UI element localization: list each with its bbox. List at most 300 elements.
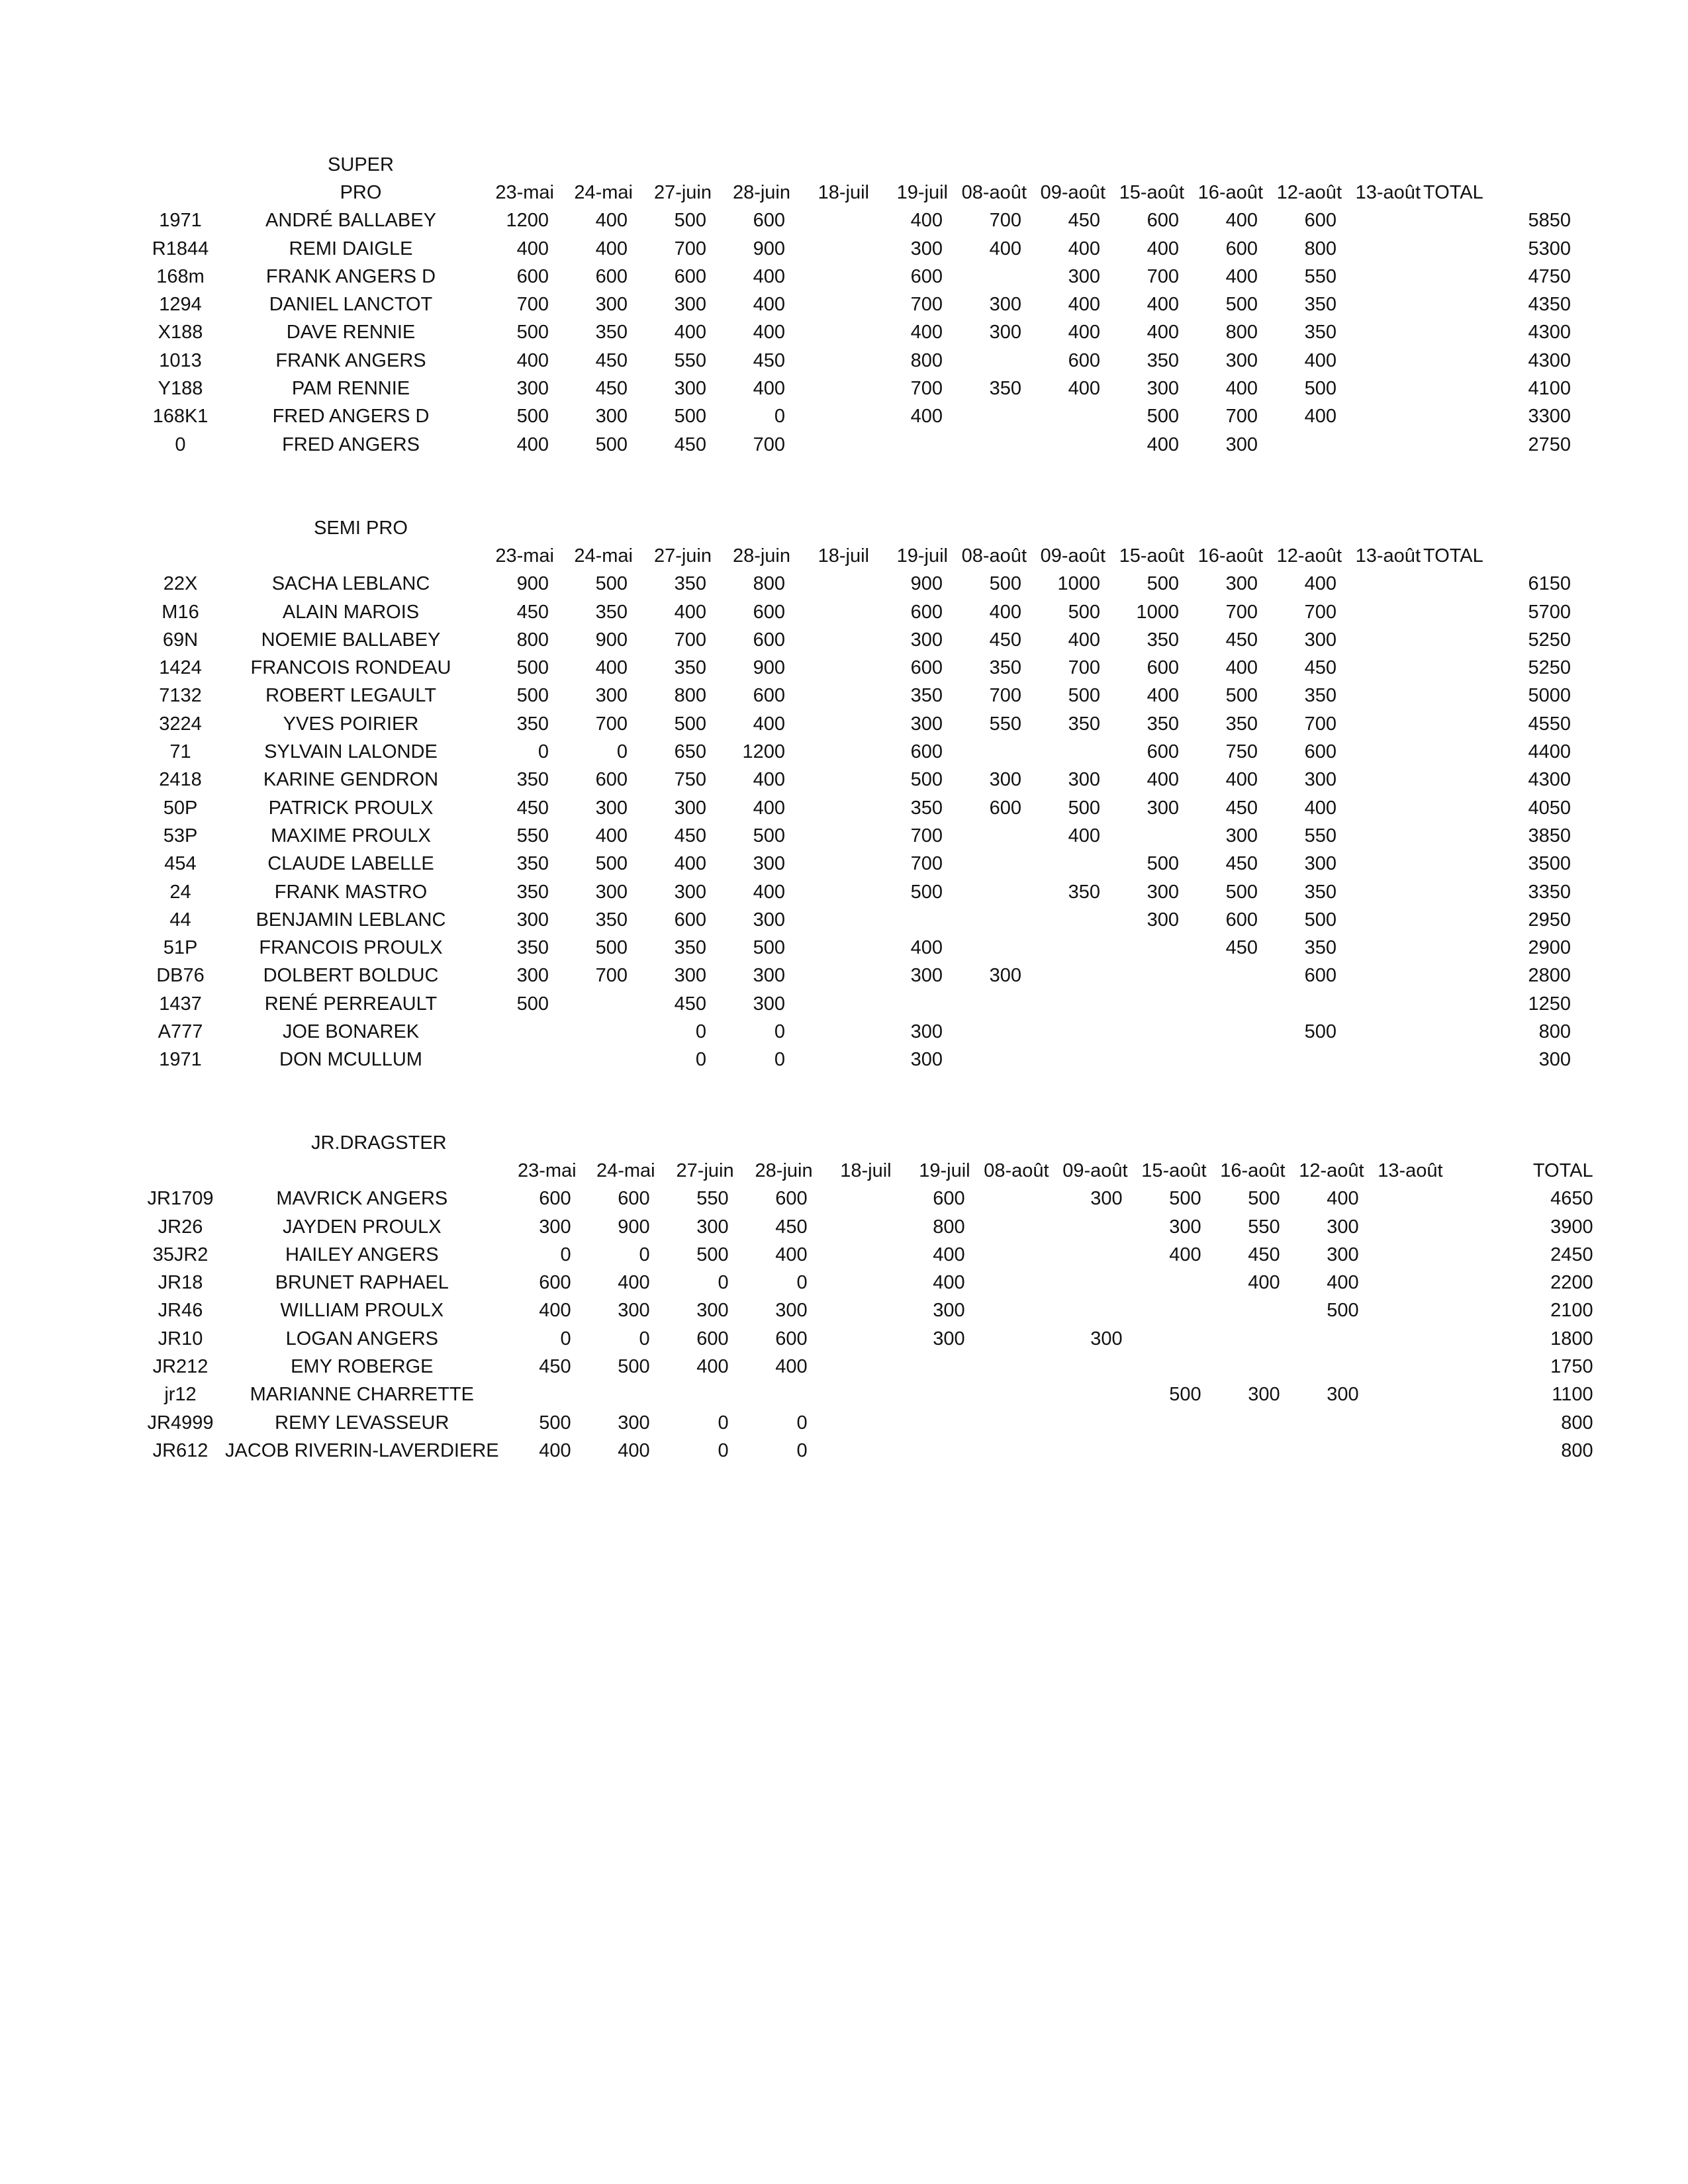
score-cell: 300 <box>674 294 706 316</box>
score-cell: 300 <box>516 965 549 987</box>
score-cell: 400 <box>1327 1272 1359 1294</box>
score-cell <box>1366 1213 1444 1241</box>
total-cell: 4100 <box>1528 378 1571 400</box>
score-cell: 300 <box>595 294 628 316</box>
score-cell: 1000 <box>1057 573 1100 595</box>
score-cell <box>792 626 870 654</box>
score-cell <box>1343 375 1422 402</box>
total-cell: 5250 <box>1528 657 1571 679</box>
score-cell <box>1107 962 1186 989</box>
score-cell <box>1343 347 1422 375</box>
score-cell <box>1028 1018 1107 1046</box>
racer-name: FRANK ANGERS D <box>265 265 436 287</box>
score-cell: 400 <box>1304 797 1336 819</box>
score-cell: 800 <box>1225 322 1258 343</box>
score-cell: 400 <box>1147 769 1179 791</box>
racer-name: ROBERT LEGAULT <box>265 685 436 707</box>
racer-id: 1294 <box>159 294 202 316</box>
score-cell: 450 <box>775 1216 808 1238</box>
score-cell <box>792 654 870 682</box>
score-cell <box>792 990 870 1018</box>
total-cell: 6150 <box>1528 573 1571 595</box>
score-cell: 800 <box>1304 238 1336 259</box>
score-cell: 400 <box>1327 1188 1359 1210</box>
date-header: 27-juin <box>653 545 712 567</box>
date-header: 18-juil <box>818 545 869 567</box>
score-cell <box>555 990 634 1018</box>
score-cell <box>1343 1018 1422 1046</box>
score-cell: 600 <box>1147 210 1179 232</box>
score-cell: 600 <box>674 265 706 287</box>
score-cell: 400 <box>539 1300 571 1322</box>
score-cell: 400 <box>1225 769 1258 791</box>
date-header: 08-août <box>961 545 1027 567</box>
score-cell: 900 <box>618 1216 650 1238</box>
racer-name: NOEMIE BALLABEY <box>261 629 441 651</box>
header-blank <box>0 179 225 206</box>
table-row <box>0 682 1571 709</box>
score-cell: 500 <box>910 881 943 903</box>
score-cell <box>949 878 1028 906</box>
score-cell <box>1028 402 1107 430</box>
total-cell: 2800 <box>1528 965 1571 987</box>
date-header: 19-juil <box>896 182 948 203</box>
score-cell: 300 <box>618 1300 650 1322</box>
total-cell: 4050 <box>1528 797 1571 819</box>
racer-id: 454 <box>164 853 197 875</box>
standings-table <box>0 179 1571 459</box>
score-cell: 400 <box>753 881 785 903</box>
score-cell: 0 <box>796 1412 808 1433</box>
score-cell <box>1366 1297 1444 1324</box>
date-header: 13-août <box>1355 182 1421 203</box>
score-cell: 300 <box>933 1328 965 1349</box>
racer-name: JAYDEN PROULX <box>283 1216 442 1238</box>
score-cell <box>1129 1297 1208 1324</box>
score-cell <box>1107 1018 1186 1046</box>
score-cell: 400 <box>674 322 706 343</box>
date-header: 15-août <box>1141 1160 1207 1181</box>
score-cell: 600 <box>1225 909 1258 931</box>
racer-name: CLAUDE LABELLE <box>267 853 434 875</box>
table-row <box>0 626 1571 654</box>
score-cell: 400 <box>1068 825 1100 846</box>
racer-id: Y188 <box>158 378 203 400</box>
score-cell: 400 <box>989 238 1021 259</box>
total-cell: 2450 <box>1550 1244 1593 1265</box>
racer-name: MARIANNE CHARRETTE <box>250 1384 474 1406</box>
racer-id: 24 <box>169 881 191 903</box>
score-cell: 400 <box>910 937 943 959</box>
score-cell: 500 <box>595 573 628 595</box>
score-cell: 400 <box>1147 685 1179 707</box>
racer-id: 7132 <box>159 685 202 707</box>
score-cell: 350 <box>1304 294 1336 316</box>
score-cell <box>949 822 1028 850</box>
score-cell: 700 <box>910 378 943 400</box>
score-cell <box>477 1046 555 1073</box>
score-cell <box>870 990 949 1018</box>
score-cell: 450 <box>753 349 785 371</box>
header-blank <box>0 542 225 570</box>
table-row <box>0 318 1571 346</box>
racer-name: PATRICK PROULX <box>268 797 434 819</box>
score-cell <box>792 598 870 626</box>
score-cell: 500 <box>1225 685 1258 707</box>
score-cell <box>972 1437 1051 1465</box>
racer-name: JOE BONAREK <box>282 1021 420 1043</box>
score-cell: 800 <box>516 629 549 651</box>
racer-id: 1971 <box>159 1049 202 1071</box>
score-cell <box>657 1381 735 1408</box>
score-cell <box>477 1018 555 1046</box>
racer-id: A777 <box>158 1021 203 1043</box>
score-cell <box>1343 906 1422 934</box>
score-cell: 450 <box>674 993 706 1015</box>
score-cell <box>1343 318 1422 346</box>
score-cell: 0 <box>695 1021 706 1043</box>
total-cell: 5850 <box>1528 210 1571 232</box>
score-cell: 600 <box>539 1272 571 1294</box>
score-cell: 700 <box>595 713 628 735</box>
score-cell: 350 <box>1147 349 1179 371</box>
score-cell <box>1287 1325 1366 1353</box>
date-header: 15-août <box>1119 545 1184 567</box>
score-cell: 350 <box>910 685 943 707</box>
score-cell: 0 <box>774 1021 785 1043</box>
score-cell: 300 <box>1068 265 1100 287</box>
score-cell <box>1051 1353 1129 1381</box>
score-cell: 500 <box>1068 685 1100 707</box>
racer-name: WILLIAM PROULX <box>280 1300 444 1322</box>
score-cell: 800 <box>674 685 706 707</box>
total-cell: 1800 <box>1550 1328 1593 1349</box>
score-cell: 400 <box>1225 378 1258 400</box>
score-cell <box>949 934 1028 962</box>
score-cell: 600 <box>1068 349 1100 371</box>
score-cell <box>792 962 870 989</box>
score-cell: 500 <box>674 210 706 232</box>
racer-name: DON MCULLUM <box>279 1049 422 1071</box>
date-header: 19-juil <box>896 545 948 567</box>
score-cell <box>1343 766 1422 794</box>
racer-id: 69N <box>162 629 199 651</box>
score-cell <box>949 347 1028 375</box>
racer-name: ALAIN MAROIS <box>282 601 420 623</box>
score-cell: 350 <box>674 937 706 959</box>
table-row <box>0 1353 1593 1381</box>
score-cell: 700 <box>595 965 628 987</box>
score-cell <box>792 1046 870 1073</box>
score-cell: 600 <box>753 601 785 623</box>
total-cell: 4750 <box>1528 265 1571 287</box>
score-cell: 0 <box>560 1328 571 1349</box>
racer-id: 1013 <box>159 349 202 371</box>
score-cell: 400 <box>595 657 628 679</box>
score-cell <box>972 1325 1051 1353</box>
score-cell: 400 <box>775 1244 808 1265</box>
score-cell: 600 <box>775 1188 808 1210</box>
score-cell <box>1028 1046 1107 1073</box>
racer-id: JR212 <box>152 1356 209 1378</box>
date-header: 24-mai <box>574 545 633 567</box>
score-cell: 0 <box>639 1328 650 1349</box>
score-cell: 400 <box>539 1439 571 1461</box>
score-cell: 400 <box>1225 657 1258 679</box>
score-cell <box>1343 878 1422 906</box>
score-cell: 350 <box>1147 713 1179 735</box>
table-row <box>0 1241 1593 1269</box>
date-header: 08-août <box>984 1160 1049 1181</box>
score-cell: 400 <box>1304 349 1336 371</box>
score-cell <box>893 1409 972 1437</box>
score-cell <box>1343 822 1422 850</box>
score-cell <box>792 431 870 459</box>
score-cell: 450 <box>539 1356 571 1378</box>
score-cell <box>1051 1381 1129 1408</box>
racer-name: FRANK ANGERS <box>275 349 426 371</box>
score-cell: 400 <box>910 406 943 428</box>
score-cell: 700 <box>674 629 706 651</box>
racer-id: 1437 <box>159 993 202 1015</box>
table-row <box>0 766 1571 794</box>
score-cell <box>1186 962 1264 989</box>
score-cell: 300 <box>696 1300 729 1322</box>
date-header: 28-juin <box>732 545 790 567</box>
score-cell <box>1107 990 1186 1018</box>
score-cell: 900 <box>516 573 549 595</box>
racer-id: 3224 <box>159 713 202 735</box>
date-header: 09-août <box>1040 182 1105 203</box>
score-cell <box>792 878 870 906</box>
score-cell: 350 <box>1304 937 1336 959</box>
score-cell: 350 <box>595 322 628 343</box>
score-cell: 700 <box>674 238 706 259</box>
score-cell: 900 <box>753 657 785 679</box>
score-cell <box>1129 1409 1208 1437</box>
score-cell <box>792 766 870 794</box>
score-cell <box>792 710 870 738</box>
score-cell: 550 <box>674 349 706 371</box>
score-cell <box>1208 1409 1287 1437</box>
score-cell: 500 <box>1147 573 1179 595</box>
score-cell: 300 <box>989 769 1021 791</box>
score-cell: 700 <box>1225 406 1258 428</box>
score-cell: 400 <box>753 265 785 287</box>
score-cell: 500 <box>753 937 785 959</box>
score-cell: 700 <box>910 825 943 846</box>
score-cell: 400 <box>595 238 628 259</box>
score-cell: 450 <box>1225 797 1258 819</box>
score-cell: 500 <box>1248 1188 1280 1210</box>
score-cell <box>1366 1241 1444 1269</box>
table-row <box>0 431 1571 459</box>
score-cell <box>792 794 870 822</box>
racer-id: 71 <box>169 741 191 763</box>
total-cell: 5700 <box>1528 601 1571 623</box>
score-cell: 400 <box>753 797 785 819</box>
score-cell: 400 <box>753 713 785 735</box>
score-cell: 350 <box>516 937 549 959</box>
score-cell: 300 <box>539 1216 571 1238</box>
racer-id: JR10 <box>158 1328 203 1349</box>
score-cell <box>1287 1409 1366 1437</box>
score-cell <box>792 822 870 850</box>
score-cell: 450 <box>1304 657 1336 679</box>
racer-id: 0 <box>175 433 186 455</box>
header-row <box>0 542 1571 570</box>
score-cell <box>972 1409 1051 1437</box>
score-cell: 300 <box>595 881 628 903</box>
standings-table <box>0 542 1571 1074</box>
score-cell: 700 <box>1304 713 1336 735</box>
racer-name: JACOB RIVERIN-LAVERDIERE <box>225 1439 499 1461</box>
table-row <box>0 347 1571 375</box>
date-header: 18-juil <box>840 1160 892 1181</box>
score-cell <box>814 1241 893 1269</box>
score-cell <box>1343 598 1422 626</box>
score-cell: 500 <box>1304 378 1336 400</box>
score-cell: 700 <box>1068 657 1100 679</box>
date-header: 16-août <box>1197 182 1263 203</box>
score-cell: 300 <box>753 909 785 931</box>
total-cell: 2750 <box>1528 433 1571 455</box>
score-cell: 750 <box>674 769 706 791</box>
score-cell: 400 <box>1225 210 1258 232</box>
score-cell: 450 <box>595 378 628 400</box>
total-cell: 2900 <box>1528 937 1571 959</box>
score-cell: 300 <box>1147 797 1179 819</box>
score-cell: 550 <box>516 825 549 846</box>
score-cell: 800 <box>753 573 785 595</box>
score-cell: 0 <box>774 1049 785 1071</box>
score-cell: 400 <box>1147 433 1179 455</box>
header-blank <box>225 1157 499 1185</box>
score-cell: 450 <box>674 825 706 846</box>
score-cell: 300 <box>989 322 1021 343</box>
score-cell: 300 <box>1225 825 1258 846</box>
table-row <box>0 206 1571 234</box>
racer-id: 22X <box>163 573 198 595</box>
section-title: SEMI PRO <box>314 518 408 539</box>
score-cell <box>1051 1213 1129 1241</box>
score-cell <box>792 738 870 766</box>
racer-id: M16 <box>162 601 199 623</box>
score-cell <box>1343 263 1422 291</box>
score-cell <box>1129 1325 1208 1353</box>
score-cell: 300 <box>910 1021 943 1043</box>
table-row <box>0 794 1571 822</box>
score-cell <box>1366 1437 1444 1465</box>
score-cell: 600 <box>595 265 628 287</box>
score-cell: 300 <box>1327 1384 1359 1406</box>
score-cell <box>1208 1353 1287 1381</box>
racer-id: 50P <box>163 797 198 819</box>
date-header: 15-août <box>1119 182 1184 203</box>
score-cell: 450 <box>595 349 628 371</box>
score-cell: 700 <box>1225 601 1258 623</box>
score-cell: 500 <box>516 322 549 343</box>
score-cell: 300 <box>1225 349 1258 371</box>
score-cell: 400 <box>1147 294 1179 316</box>
score-cell: 500 <box>674 713 706 735</box>
date-header: 23-mai <box>495 545 554 567</box>
score-cell <box>792 850 870 878</box>
score-cell <box>814 1353 893 1381</box>
score-cell: 300 <box>753 965 785 987</box>
date-header: 27-juin <box>653 182 712 203</box>
total-cell: 3500 <box>1528 853 1571 875</box>
score-cell: 300 <box>933 1300 965 1322</box>
score-cell: 300 <box>1147 378 1179 400</box>
score-cell: 500 <box>1147 406 1179 428</box>
score-cell: 300 <box>910 629 943 651</box>
score-cell <box>949 906 1028 934</box>
table-row <box>0 738 1571 766</box>
total-cell: 1100 <box>1552 1384 1593 1406</box>
score-cell: 300 <box>910 238 943 259</box>
total-header: TOTAL <box>1423 545 1483 567</box>
score-cell <box>972 1241 1051 1269</box>
score-cell: 900 <box>753 238 785 259</box>
racer-name: DAVE RENNIE <box>286 322 416 343</box>
score-cell: 300 <box>989 294 1021 316</box>
racer-id: 2418 <box>159 769 202 791</box>
score-cell <box>814 1213 893 1241</box>
score-cell: 300 <box>910 1049 943 1071</box>
table-row <box>0 850 1571 878</box>
date-header: 13-août <box>1355 545 1421 567</box>
score-cell: 600 <box>1147 741 1179 763</box>
table-row <box>0 1381 1593 1408</box>
score-cell: 700 <box>910 853 943 875</box>
score-cell <box>792 291 870 318</box>
racer-id: 44 <box>169 909 191 931</box>
header-blank <box>225 542 477 570</box>
score-cell: 450 <box>516 797 549 819</box>
score-cell: 300 <box>1090 1328 1123 1349</box>
score-cell: 350 <box>516 853 549 875</box>
score-cell <box>1287 1353 1366 1381</box>
table-row <box>0 1409 1593 1437</box>
score-cell <box>814 1325 893 1353</box>
total-cell: 300 <box>1538 1049 1571 1071</box>
score-cell: 350 <box>516 881 549 903</box>
total-cell: 4550 <box>1528 713 1571 735</box>
racer-id: 168m <box>156 265 205 287</box>
score-cell: 500 <box>989 573 1021 595</box>
score-cell: 500 <box>1068 797 1100 819</box>
score-cell: 0 <box>796 1272 808 1294</box>
score-cell: 0 <box>616 741 628 763</box>
score-cell: 0 <box>560 1244 571 1265</box>
score-cell: 450 <box>674 433 706 455</box>
score-cell: 300 <box>516 909 549 931</box>
total-cell: 800 <box>1561 1439 1593 1461</box>
score-cell: 700 <box>989 685 1021 707</box>
score-cell: 400 <box>1304 406 1336 428</box>
score-cell: 350 <box>989 657 1021 679</box>
racer-id: 35JR2 <box>152 1244 209 1265</box>
score-cell <box>1343 206 1422 234</box>
table-row <box>0 710 1571 738</box>
score-cell: 300 <box>753 853 785 875</box>
score-cell: 350 <box>516 769 549 791</box>
score-cell <box>792 682 870 709</box>
score-cell <box>870 906 949 934</box>
score-cell <box>949 738 1028 766</box>
score-cell: 400 <box>1304 573 1336 595</box>
